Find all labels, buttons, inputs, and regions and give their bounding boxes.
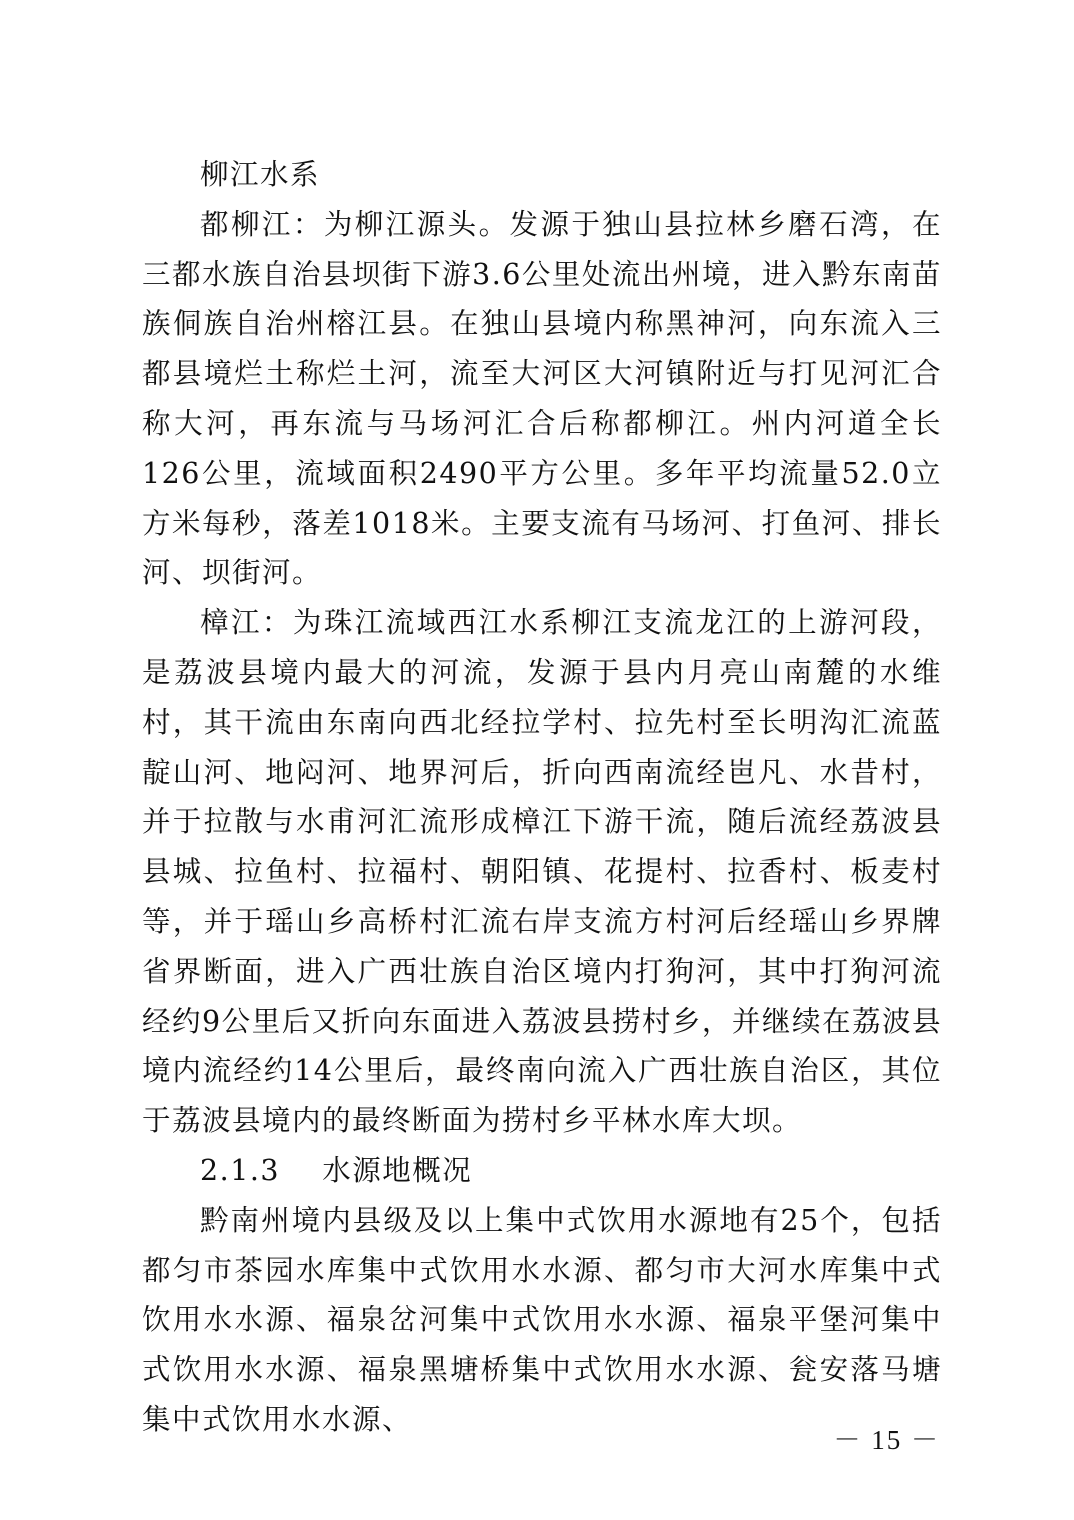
section-title: 柳江水系 [200,158,321,191]
subsection-number: 2.1.3 [200,1153,281,1187]
subsection-heading [142,1146,942,1196]
page-number: － 15 － [833,1425,940,1455]
subsection-title: 水源地概况 [322,1153,473,1187]
paragraph-water-sources: 黔南州境内县级及以上集中式饮用水源地有25个，包括都匀市茶园水库集中式饮用水水源、都匀市大河水库集中式饮用水水源、福泉岔河集中式饮用水水源、福泉平堡河集中式饮用水水源、福泉黑塘桥集中式饮用水水源、瓮安落马塘集中式饮用水水源、 [142,1203,942,1436]
paragraph-zhangjiang: 樟江：为珠江流域西江水系柳江支流龙江的上游河段，是荔波县境内最大的河流，发源于县内月亮山南麓的水维村，其干流由东南向西北经拉学村、拉先村至长明沟汇流蓝靛山河、地闷河、地界河后，折向西南流经岜凡、水昔村，并于拉散与水甫河汇流形成樟江下游干流，随后流经荔波县县城、拉鱼村、拉福村、朝阳镇、花提村、拉香村、板麦村等，并于瑶山乡高桥村汇流右岸支流方村河后经瑶山乡界牌省界断面，进入广西壮族自治区境内打狗河，其中打狗河流经约9公里后又折向东面进入荔波县捞村乡，并继续在荔波县境内流经约14公里后，最终南向流入广西壮族自治区，其位于荔波县境内的最终断面为捞村乡平林水库大坝。 [142,606,942,1138]
body-text [142,150,942,1445]
paragraph-duliujiang: 都柳江：为柳江源头。发源于独山县拉林乡磨石湾，在三都水族自治县坝街下游3.6公里处流出州境，进入黔东南苗族侗族自治州榕江县。在独山县境内称黑神河，向东流入三都县境烂土称烂土河，流至大河区大河镇附近与打见河汇合称大河，再东流与马场河汇合后称都柳江。州内河道全长126公里，流域面积2490平方公里。多年平均流量52.0立方米每秒，落差1018米。主要支流有马场河、打鱼河、排长河、坝街河。 [142,207,942,590]
